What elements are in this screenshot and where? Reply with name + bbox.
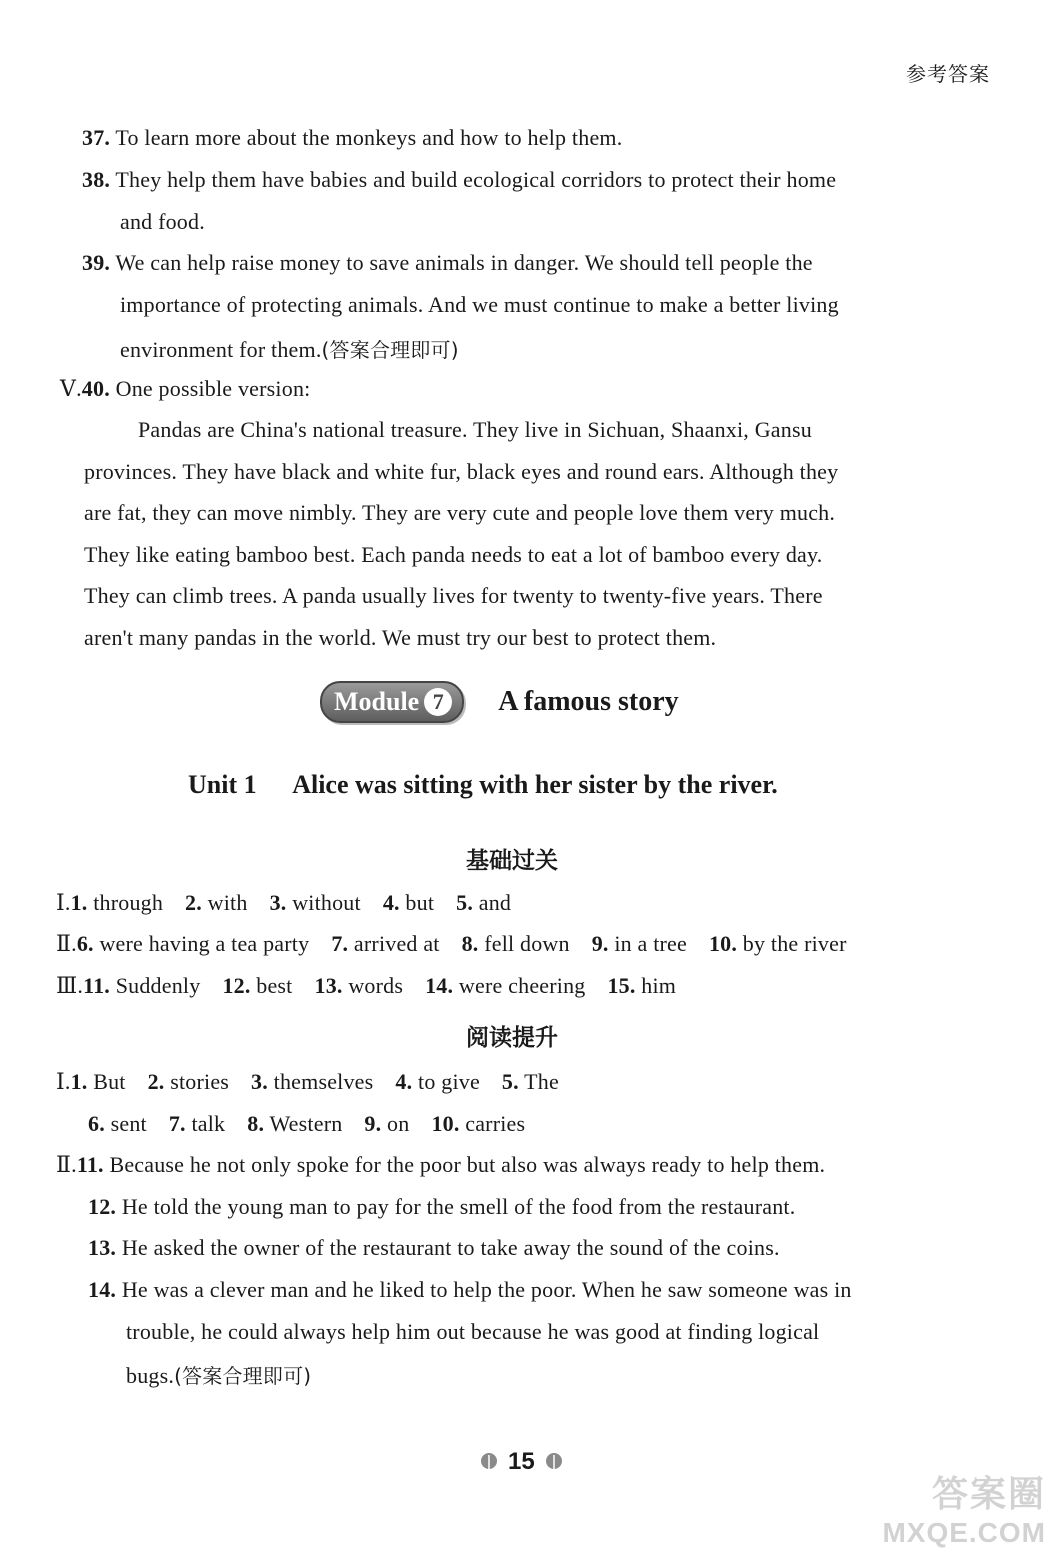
essay-line: are fat, they can move nimbly. They are very cute and people love them very much.: [84, 500, 836, 525]
item-number: 10.: [431, 1111, 460, 1136]
answer-text: We can help raise money to save animals in danger. We should tell people the: [115, 250, 813, 275]
item-number: 7.: [168, 1111, 186, 1136]
answer-text: He told the young man to pay for the smell of the food from the restaurant.: [121, 1194, 796, 1219]
roman-numeral: Ⅰ.: [56, 890, 71, 915]
essay-line: provinces. They have black and white fur, black eyes and round ears. Although they: [84, 459, 839, 484]
item-answer: talk: [191, 1111, 226, 1136]
module-heading: [320, 681, 679, 723]
roman-numeral: Ⅱ.: [56, 1152, 77, 1177]
watermark: [882, 1466, 1046, 1549]
item-number: 9.: [364, 1111, 382, 1136]
item-answer: The: [524, 1069, 559, 1094]
answer-number: 40.: [81, 376, 110, 401]
answer-39: [82, 250, 813, 276]
answer-40: [60, 376, 310, 402]
basics-row-2: [56, 931, 847, 957]
answer-39-cont: importance of protecting animals. And we must continue to make a better living: [120, 292, 839, 317]
reading-answer-12: [88, 1194, 795, 1220]
answer-text: He asked the owner of the restaurant to take away the sound of the coins.: [121, 1235, 780, 1260]
item-number: 6.: [76, 931, 94, 956]
answer-39-cont: [120, 334, 459, 363]
item-answer: him: [641, 973, 677, 998]
roman-numeral: Ⅰ.: [56, 1069, 71, 1094]
roman-numeral: Ⅴ.: [60, 376, 82, 401]
item-number: 7.: [331, 931, 349, 956]
item-answer: themselves: [273, 1069, 374, 1094]
item-answer: best: [256, 973, 293, 998]
page-footer: [478, 1448, 565, 1476]
item-answer: But: [93, 1069, 126, 1094]
reading-row-2: [88, 1111, 525, 1137]
reading-answer-13: [88, 1235, 780, 1261]
item-number: 8.: [247, 1111, 265, 1136]
reading-answer-11: [56, 1152, 825, 1178]
answer-note: (答案合理即可): [321, 338, 459, 362]
item-number: 1.: [70, 890, 88, 915]
item-answer: arrived at: [353, 931, 440, 956]
item-number: 11.: [83, 973, 111, 998]
item-number: 2.: [147, 1069, 165, 1094]
item-answer: with: [207, 890, 248, 915]
reading-answer-14-cont: trouble, he could always help him out because he was good at finding logical: [126, 1319, 820, 1344]
answer-number: 38.: [82, 167, 111, 192]
item-number: 10.: [708, 931, 738, 956]
answer-text: One possible version:: [115, 376, 311, 401]
item-answer: in a tree: [614, 931, 687, 956]
reading-answer-14: [88, 1277, 852, 1303]
answer-37: [82, 125, 622, 151]
item-number: 3.: [269, 890, 287, 915]
essay-line: Pandas are China's national treasure. They live in Sichuan, Shaanxi, Gansu: [138, 417, 812, 442]
answer-text: bugs.: [126, 1363, 175, 1388]
basics-row-1: [56, 890, 511, 916]
item-number: 13.: [314, 973, 343, 998]
item-answer: words: [348, 973, 404, 998]
item-answer: carries: [465, 1111, 526, 1136]
item-answer: Suddenly: [115, 973, 201, 998]
item-answer: Western: [269, 1111, 343, 1136]
item-number: 6.: [88, 1111, 105, 1136]
answer-38-cont: and food.: [120, 209, 205, 234]
reading-answer-14-cont: [126, 1360, 311, 1389]
module-badge-word: Module: [334, 687, 420, 716]
item-number: 15.: [607, 973, 636, 998]
item-answer: by the river: [742, 931, 847, 956]
answer-number: 14.: [88, 1277, 117, 1302]
answer-number: 37.: [82, 125, 111, 150]
item-answer: and: [478, 890, 512, 915]
item-number: 5.: [456, 890, 474, 915]
item-number: 3.: [251, 1069, 268, 1094]
item-number: 9.: [591, 931, 609, 956]
item-answer: on: [387, 1111, 410, 1136]
answer-text: They help them have babies and build ecological corridors to protect their home: [115, 167, 837, 192]
item-answer: without: [292, 890, 361, 915]
item-number: 4.: [395, 1069, 413, 1094]
item-number: 12.: [222, 973, 251, 998]
item-number: 14.: [425, 973, 454, 998]
item-answer: stories: [170, 1069, 230, 1094]
roman-numeral: Ⅱ.: [56, 931, 77, 956]
leaf-icon: [478, 1451, 500, 1473]
page-number: 15: [508, 1448, 535, 1475]
answer-number: 39.: [82, 250, 111, 275]
answer-number: 12.: [88, 1194, 117, 1219]
header-label: 参考答案: [906, 62, 990, 86]
unit-label: Unit 1: [188, 770, 257, 799]
module-title: A famous story: [498, 686, 679, 717]
essay-line: They can climb trees. A panda usually lives for twenty to twenty-five years. There: [84, 583, 823, 608]
answer-text: Because he not only spoke for the poor but also was always ready to help them.: [109, 1152, 826, 1177]
answer-number: 13.: [88, 1235, 117, 1260]
unit-title: Alice was sitting with her sister by the river.: [292, 770, 778, 799]
leaf-icon: [543, 1451, 565, 1473]
item-answer: were cheering: [458, 973, 586, 998]
item-answer: were having a tea party: [99, 931, 310, 956]
section-heading-reading: 阅读提升: [466, 1025, 558, 1051]
essay-line: They like eating bamboo best. Each panda needs to eat a lot of bamboo every day.: [84, 542, 823, 567]
item-answer: through: [93, 890, 164, 915]
answer-note: (答案合理即可): [174, 1364, 312, 1388]
item-answer: sent: [110, 1111, 147, 1136]
section-heading-basics: 基础过关: [466, 848, 558, 874]
item-answer: fell down: [484, 931, 570, 956]
watermark-text: 答案圈: [931, 1474, 1046, 1515]
item-number: 1.: [70, 1069, 88, 1094]
unit-heading: [188, 770, 778, 800]
roman-numeral: Ⅲ.: [56, 973, 84, 998]
answer-text: He was a clever man and he liked to help the poor. When he saw someone was in: [121, 1277, 852, 1302]
answer-38: [82, 167, 836, 193]
answer-number: 11.: [76, 1152, 104, 1177]
item-number: 5.: [501, 1069, 519, 1094]
answer-text: To learn more about the monkeys and how to help them.: [115, 125, 623, 150]
answer-text: environment for them.: [120, 337, 322, 362]
module-badge-number: 7: [424, 688, 452, 716]
watermark-url: MXQE.COM: [882, 1517, 1046, 1548]
essay-line: aren't many pandas in the world. We must try our best to protect them.: [84, 625, 717, 650]
item-answer: to give: [418, 1069, 480, 1094]
item-answer: but: [405, 890, 435, 915]
item-number: 4.: [382, 890, 400, 915]
module-badge: [320, 681, 464, 723]
item-number: 2.: [185, 890, 202, 915]
item-number: 8.: [461, 931, 479, 956]
basics-row-3: [56, 973, 676, 999]
reading-row-1: [56, 1069, 559, 1095]
